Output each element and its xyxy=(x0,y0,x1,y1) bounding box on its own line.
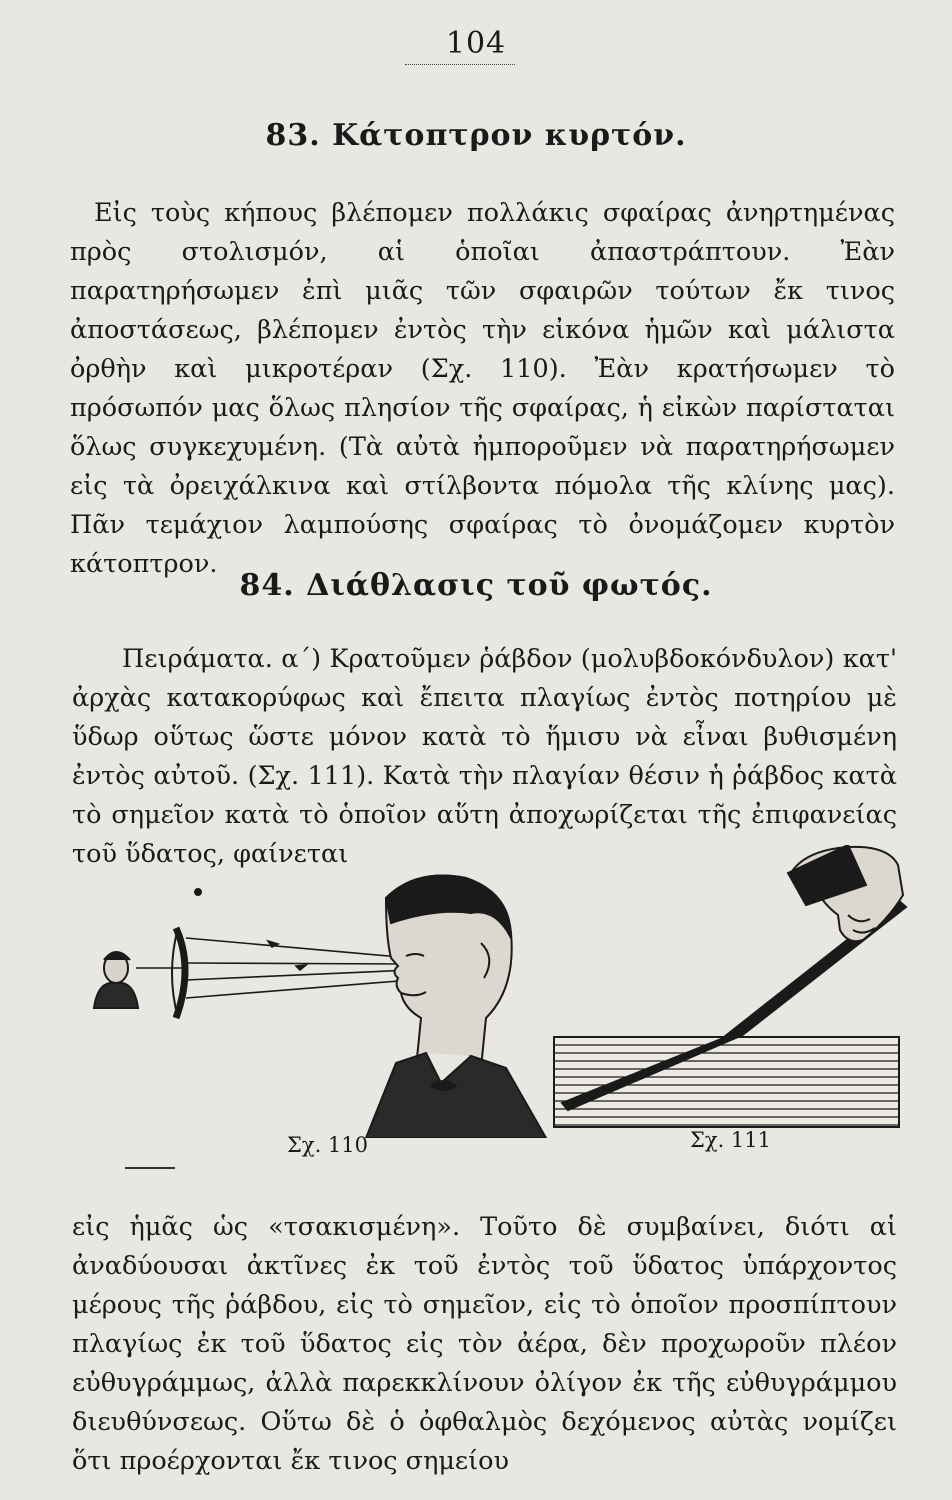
short-rule xyxy=(125,1167,175,1169)
page-number: 104 xyxy=(445,26,507,61)
continuation-paragraph: εἰς ἡμᾶς ὡς «τσακισμένη». Τοῦτο δὲ συμβαίνει, διότι αἱ ἀναδύουσαι ἀκτῖνες ἐκ τοῦ ἐντὸς τοῦ ὕδατος ὑπάρχοντος μέρους τῆς ῥάβδου, εἰς τὸ σημεῖον, εἰς τὸ ὁποῖον προσπίπτουν πλαγίως ἐκ τοῦ ὕδατος εἰς τὸν ἀέρα, δὲν προχωροῦν πλέον εὐθυγράμμως, ἀλλὰ παρεκκλίνουν ὀλίγον ἐκ τῆς εὐθυγράμμου διευθύνσεως. Οὕτω δὲ ὁ ὀφθαλμὸς δεχόμενος αὐτὰς νομίζει ὅτι προέρχονται ἔκ τινος σημείου xyxy=(72,1212,897,1476)
section-83-paragraph: Εἰς τοὺς κήπους βλέπομεν πολλάκις σφαίρας ἀνηρτημένας πρὸς στολισμόν, αἱ ὁποῖαι ἀπαστράπτουν. Ἐὰν παρατηρήσωμεν ἐπὶ μιᾶς τῶν σφαιρῶν τούτων ἔκ τινος ἀποστάσεως, βλέπομεν ἐντὸς τὴν εἰκόνα ἡμῶν καὶ μάλιστα ὀρθὴν καὶ μικροτέραν (Σχ. 110). Ἐὰν κρατήσωμεν τὸ πρόσωπόν μας ὅλως πλησίον τῆς σφαίρας, ἡ εἰκὼν παρίσταται ὅλως συγκεχυμένη. (Τὰ αὐτὰ ἠμποροῦμεν νὰ παρατηρήσωμεν εἰς τὰ ὀρειχάλκινα καὶ στίλβοντα πόμολα τῆς κλίνης μας). Πᾶν τεμάχιον λαμπούσης σφαίρας τὸ ὀνομάζομεν κυρτὸν κάτοπτρον. xyxy=(70,198,895,579)
observer-head xyxy=(366,876,546,1139)
page-number-rule xyxy=(405,64,515,65)
small-image-figure xyxy=(94,952,138,1008)
convex-mirror-reflection-illustration xyxy=(86,868,556,1138)
refraction-stick-in-water-illustration xyxy=(548,845,908,1135)
convex-mirror xyxy=(176,928,185,1018)
figure-110-caption: Σχ. 110 xyxy=(287,1133,369,1157)
hand xyxy=(788,845,903,941)
section-84-paragraph: Πειράματα. α΄) Κρατοῦμεν ῥάβδον (μολυβδοκόνδυλον) κατ' ἀρχὰς κατακορύφως καὶ ἔπειτα πλαγίως ἐντὸς ποτηρίου μὲ ὕδωρ οὕτως ὥστε μόνον κατὰ τὸ ἥμισυ νὰ εἶναι βυθισμένη ἐντὸς αὐτοῦ. (Σχ. 111). Κατὰ τὴν πλαγίαν θέσιν ἡ ῥάβδος κατὰ τὸ σημεῖον κατὰ τὸ ὁποῖον αὕτη ἀποχωρίζεται τῆς ἐπιφανείας τοῦ ὕδατος, φαίνεται xyxy=(72,644,897,869)
figure-111-caption: Σχ. 111 xyxy=(690,1128,772,1152)
water-block xyxy=(554,1037,899,1127)
section-83-heading: 83. Κάτοπτρον κυρτόν. xyxy=(265,118,687,153)
light-rays xyxy=(136,938,411,998)
section-84-heading: 84. Διάθλασις τοῦ φωτός. xyxy=(239,568,713,603)
